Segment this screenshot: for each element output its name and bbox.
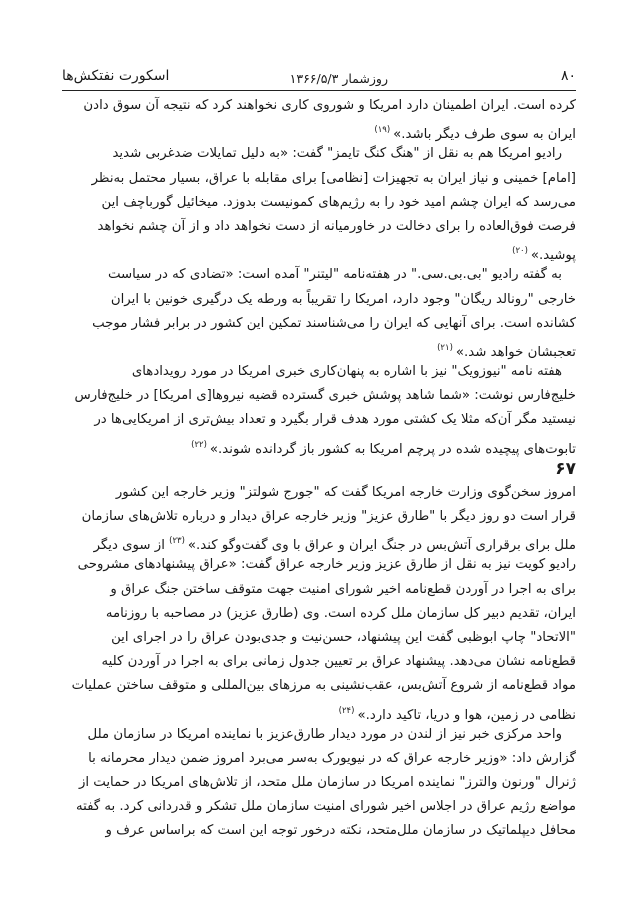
line-text: قرار است دو روز دیگر با "طارق عزیز" وزیر خارجه عراق دیدار و درباره تلاش‌های سازمان xyxy=(81,509,576,524)
line-text: مواضع رژیم عراق در اجلاس اخیر شورای امنیت سازمان ملل تشکر و قدردانی کرد. به گفته xyxy=(75,799,576,815)
text-line xyxy=(62,384,576,408)
line-text: رادیو کویت نیز به نقل از طارق عزیز وزیر خارجه عراق گفت: «عراق پیشنهادهای مشروحی xyxy=(77,557,576,573)
page-header xyxy=(62,68,576,92)
line-text: تعجبشان خواهد شد.» xyxy=(455,344,576,360)
text-line xyxy=(62,578,576,602)
text-line xyxy=(62,553,576,577)
page-number: ۸۰ xyxy=(560,68,576,84)
text-line xyxy=(62,529,576,553)
text-line xyxy=(62,433,576,457)
footnote-marker: (۲۴) xyxy=(338,705,355,716)
section-number: ۶۷ xyxy=(555,458,576,479)
text-line xyxy=(62,505,576,529)
line-text: نظامی در زمین، هوا و دریا، تاکید دارد.» xyxy=(357,707,576,723)
line-text: هفته نامه "نیوزویک" نیز با اشاره به پنهان‌کاری خبری امریکا در مورد رویدادهای xyxy=(131,364,562,380)
line-text: به گفته رادیو "بی.بی.سی." در هفته‌نامه "لیتنر" آمده است: «تضادی که در سیاست xyxy=(107,267,562,283)
line-text: واحد مرکزی خبر نیز از لندن در مورد دیدار طارق‌عزیز با نماینده امریکا در سازمان ملل xyxy=(87,726,562,742)
line-text: می‌رسد که ایران چشم امید خود را به رژیم‌های کمونیست بدوزد. میخائیل گورباچف این xyxy=(101,194,576,210)
text-line xyxy=(62,191,576,215)
header-rule xyxy=(62,90,576,91)
line-text: ایران، تقدیم دبیر کل سازمان ملل کرده است. وی (طارق عزیز) در مصاحبه با روزنامه xyxy=(105,605,576,621)
line-text: خارجی "رونالد ریگان" وجود دارد، امریکا را تقریباً به ورطه یک درگیری خونین با ایران xyxy=(110,291,576,307)
text-line xyxy=(62,699,576,723)
line-text: [امام] خمینی و نیاز ایران به تجهیزات [نظامی] برای مقابله با عراق، بسیار محتمل به‌نظر xyxy=(91,170,576,186)
line-text: کرده است. ایران اطمینان دارد امریکا و شوروی کاری نخواهند کرد که نتیجه آن سوق دادن xyxy=(83,98,576,113)
text-line xyxy=(62,263,576,287)
text-line xyxy=(62,626,576,650)
line-text: فرصت فوق‌العاده را برای دخالت در خاورمیانه از دست نخواهد داد و از آن چشم نخواهد xyxy=(97,218,576,234)
footnote-marker: (۱۹) xyxy=(374,125,391,136)
line-text: خلیج‌فارس نوشت: «شما شاهد پوشش خبری گسترده قضیه نیروها[ی امریکا] در خلیج‌فارس xyxy=(74,388,576,404)
text-line xyxy=(62,336,576,360)
text-line xyxy=(62,723,576,747)
text-line xyxy=(62,142,576,166)
line-text: ژنرال "ورنون والترز" نماینده امریکا در سازمان ملل متحد، از تلاش‌های امریکا در حمایت از xyxy=(78,775,576,791)
line-text: تابوت‌های پیچیده شده در پرچم امریکا به کشور باز گردانده شوند.» xyxy=(209,441,576,457)
line-text: قطع‌نامه نشان می‌دهد. پیشنهاد عراق بر تعیین جدول زمانی برای به اجرا در آوردن کلیه xyxy=(101,654,576,670)
footnote-marker: (۲۲) xyxy=(191,439,207,450)
text-line xyxy=(62,674,576,698)
text-line xyxy=(62,795,576,819)
footnote-marker: (۲۰) xyxy=(512,246,528,257)
text-line xyxy=(62,94,576,118)
text-line xyxy=(62,215,576,239)
page-body xyxy=(62,94,576,844)
text-line xyxy=(62,118,576,142)
footnote-marker: (۲۳) xyxy=(169,536,185,547)
text-line xyxy=(62,747,576,771)
text-line xyxy=(62,360,576,384)
line-text: مواد قطع‌نامه از شروع آتش‌بس، عقب‌نشینی به مرزهای بین‌المللی و متوقف ساختن عملیات xyxy=(71,678,576,694)
text-line xyxy=(62,408,576,432)
text-line xyxy=(62,288,576,312)
text-line xyxy=(62,771,576,795)
line-text: گزارش داد: «وزیر خارجه عراق که در نیویورک به‌سر می‌برد امروز ضمن دیدار محرمانه با xyxy=(88,750,576,766)
text-line xyxy=(62,650,576,674)
text-line xyxy=(62,312,576,336)
text-line xyxy=(62,167,576,191)
line-text: رادیو امریکا هم به نقل از "هنگ کنگ تایمز" گفت: «به دلیل تمایلات ضدغربی شدید xyxy=(112,146,562,162)
line-text: نیستید مگر آن‌که مثلا یک کشتی مورد هدف قرار بگیرد و تعداد بیش‌تری از امریکایی‌ها در xyxy=(94,412,576,428)
text-line xyxy=(62,481,576,505)
line-text: "الاتحاد" چاپ ابوظبی گفت این پیشنهاد، حسن‌نیت و جدی‌بودن عراق را در اجرای این xyxy=(111,629,576,645)
running-date: روزشمار ۱۳۶۶/۵/۳ xyxy=(289,71,388,86)
book-title: اسکورت نفتکش‌ها xyxy=(62,68,170,84)
text-line xyxy=(62,239,576,263)
line-text: امروز سخن‌گوی وزارت خارجه امریکا گفت که "جورج شولتز" وزیر خارجه این کشور xyxy=(115,484,576,500)
line-text: ایران به سوی طرف دیگر باشد.» xyxy=(393,127,576,143)
text-line xyxy=(62,819,576,843)
footnote-marker: (۲۱) xyxy=(437,342,453,353)
line-text: محافل دیپلماتیک در سازمان ملل‌متحد، نکته درخور توجه این است که براساس عرف و xyxy=(105,823,576,839)
line-text: کشانده است. برای آنهایی که ایران را می‌شناسند تمکین این کشور در برابر فشار موجب xyxy=(92,315,576,331)
line-text-after-note: از سوی دیگر xyxy=(93,538,165,554)
line-text: ملل برای برقراری آتش‌بس در جنگ ایران و عراق با وی گفت‌وگو کند.» xyxy=(187,538,576,554)
line-text: پوشید.» xyxy=(530,248,576,264)
line-text: برای به اجرا در آوردن قطع‌نامه اخیر شورای امنیت جهت متوقف ساختن جنگ عراق و xyxy=(110,581,576,597)
text-line xyxy=(62,602,576,626)
